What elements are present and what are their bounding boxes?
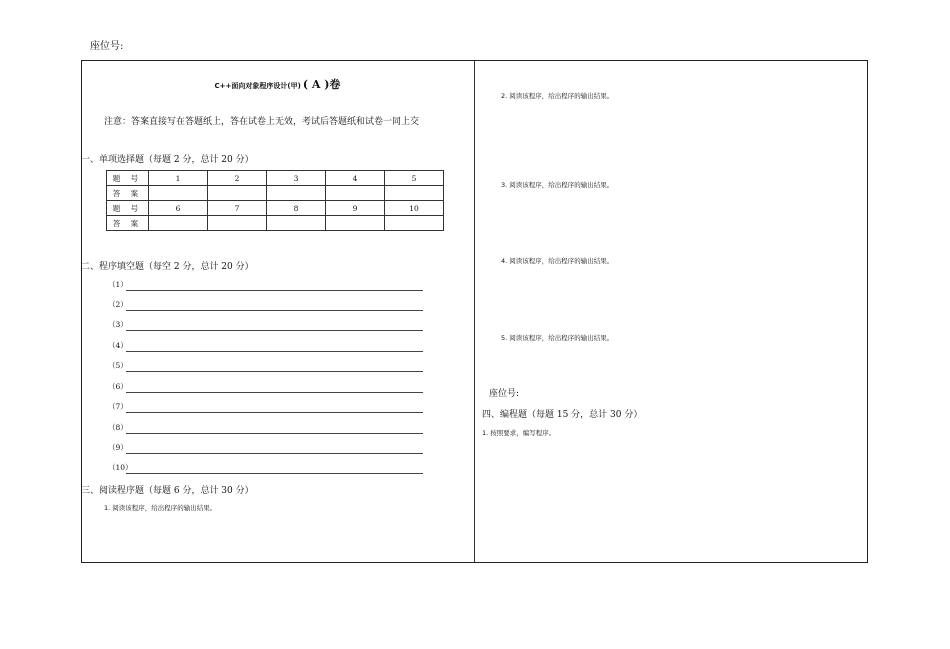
blank-line — [126, 433, 423, 434]
question-number: 3 — [267, 171, 326, 186]
blank-number: （10） — [108, 463, 133, 472]
reading-question-4: 4. 阅读该程序，给出程序的输出结果。 — [501, 257, 614, 265]
question-number: 2 — [208, 171, 267, 186]
blank-number: （8） — [108, 423, 128, 432]
fill-blank-10[interactable] — [108, 462, 423, 474]
blank-line — [126, 290, 423, 291]
choice-answer-table — [106, 170, 444, 231]
question-number: 4 — [326, 171, 385, 186]
blank-line — [126, 412, 423, 413]
blank-number: （9） — [108, 443, 128, 452]
blank-line — [126, 371, 423, 372]
blank-number: （2） — [108, 300, 128, 309]
question-number: 6 — [149, 201, 208, 216]
question-number-label: 题 号 — [107, 171, 149, 186]
question-number: 1 — [149, 171, 208, 186]
fill-blank-4[interactable] — [108, 340, 423, 352]
fill-blank-9[interactable] — [108, 442, 423, 454]
answer-cell[interactable] — [326, 186, 385, 201]
question-number: 10 — [385, 201, 444, 216]
answer-cell[interactable] — [208, 186, 267, 201]
section4-heading: 四、编程题（每题 15 分，总计 30 分） — [482, 410, 643, 420]
blank-line — [126, 392, 423, 393]
exam-notice: 注意：答案直接写在答题纸上，答在试卷上无效，考试后答题纸和试卷一同上交 — [104, 117, 420, 127]
seat-number-label-right: 座位号: — [489, 389, 520, 399]
table-row — [107, 171, 444, 186]
blank-number: （7） — [108, 402, 128, 411]
answer-cell[interactable] — [149, 216, 208, 231]
question-number-label: 题 号 — [107, 201, 149, 216]
question-number: 7 — [208, 201, 267, 216]
programming-question-1: 1. 按照要求，编写程序。 — [482, 429, 556, 437]
exam-paper-label: ( A )卷 — [302, 78, 341, 91]
reading-question-3: 3. 阅读该程序，给出程序的输出结果。 — [501, 181, 614, 189]
fill-blank-1[interactable] — [108, 279, 423, 291]
fill-blank-8[interactable] — [108, 422, 423, 434]
question-number: 9 — [326, 201, 385, 216]
page-divider — [474, 60, 475, 563]
answer-cell[interactable] — [267, 216, 326, 231]
blank-line — [126, 351, 423, 352]
blank-number: （6） — [108, 382, 128, 391]
answer-cell[interactable] — [208, 216, 267, 231]
question-number: 8 — [267, 201, 326, 216]
reading-question-2: 2. 阅读该程序，给出程序的输出结果。 — [501, 92, 614, 100]
fill-blank-5[interactable] — [108, 360, 423, 372]
question-number: 5 — [385, 171, 444, 186]
exam-title — [81, 76, 474, 92]
fill-blank-6[interactable] — [108, 381, 423, 393]
answer-cell[interactable] — [385, 216, 444, 231]
seat-number-label-top: 座位号: — [90, 41, 124, 52]
fill-blank-7[interactable] — [108, 401, 423, 413]
section2-heading: 二、程序填空题（每空 2 分，总计 20 分） — [81, 262, 254, 272]
blank-number: （3） — [108, 320, 128, 329]
answer-cell[interactable] — [267, 186, 326, 201]
blank-number: （1） — [108, 280, 128, 289]
answer-cell[interactable] — [326, 216, 385, 231]
section3-heading: 三、阅读程序题（每题 6 分，总计 30 分） — [81, 486, 254, 496]
answer-cell[interactable] — [385, 186, 444, 201]
reading-question-1: 1. 阅读该程序，给出程序的输出结果。 — [104, 504, 217, 512]
section1-heading: 一、单项选择题（每题 2 分，总计 20 分） — [81, 155, 254, 165]
table-row — [107, 216, 444, 231]
blank-line — [126, 330, 423, 331]
blank-line — [126, 473, 423, 474]
answer-cell[interactable] — [149, 186, 208, 201]
answer-label: 答 案 — [107, 186, 149, 201]
table-row — [107, 186, 444, 201]
exam-title-main: C++面向对象程序设计(甲) — [214, 82, 301, 90]
answer-label: 答 案 — [107, 216, 149, 231]
table-row — [107, 201, 444, 216]
blank-line — [126, 453, 423, 454]
reading-question-5: 5. 阅读该程序，给出程序的输出结果。 — [501, 334, 614, 342]
fill-blank-3[interactable] — [108, 319, 423, 331]
blank-line — [126, 310, 423, 311]
blank-number: （5） — [108, 361, 128, 370]
blank-number: （4） — [108, 341, 128, 350]
fill-blank-2[interactable] — [108, 299, 423, 311]
